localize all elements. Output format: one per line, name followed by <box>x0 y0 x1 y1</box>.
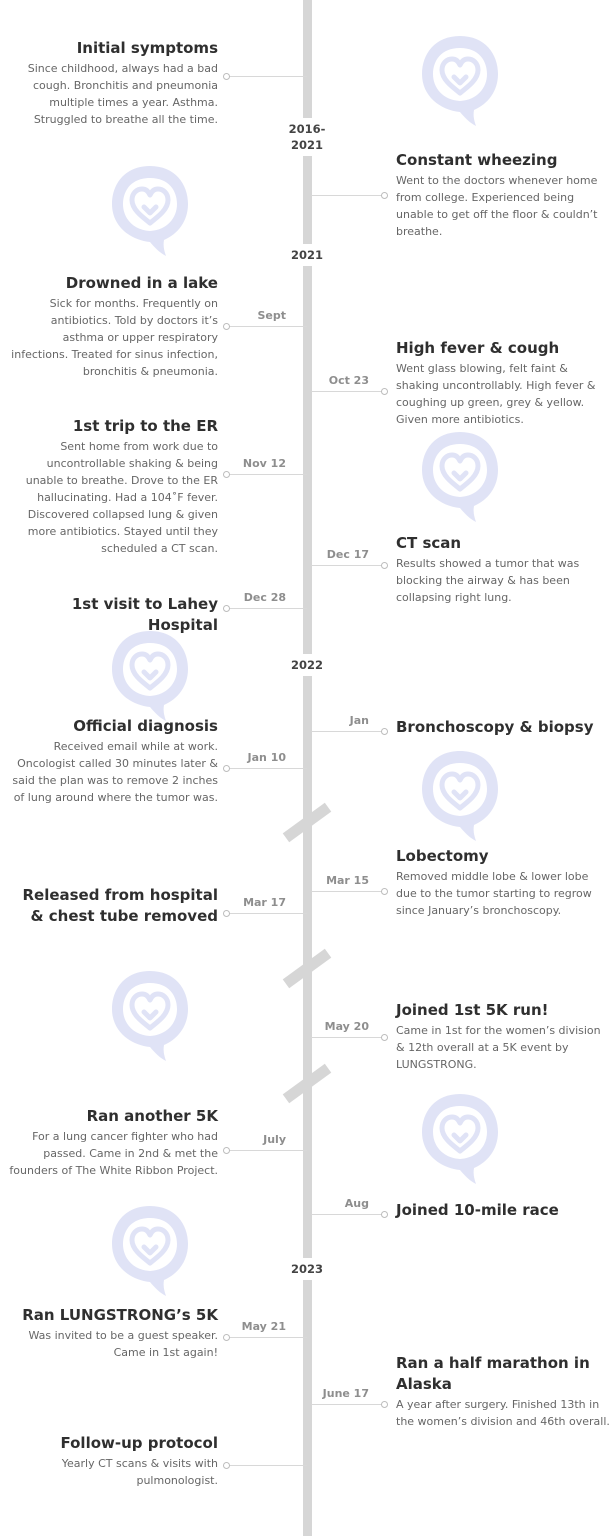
event-title: Joined 1st 5K run! <box>396 1001 549 1019</box>
timeline-event <box>8 38 218 128</box>
connector-dot <box>223 1334 230 1341</box>
event-title: Drowned in a lake <box>65 274 218 292</box>
connector-line <box>227 1465 307 1466</box>
connector-line <box>311 1037 385 1038</box>
heart-speech-bubble-icon <box>100 625 200 725</box>
event-date: Mar 15 <box>326 874 369 887</box>
event-description: For a lung cancer fighter who had passed. Came in 2nd & met the founders of The White Ribbon Project. <box>9 1130 218 1177</box>
connector-line <box>311 891 385 892</box>
connector-line <box>227 1337 307 1338</box>
heart-speech-bubble-icon <box>410 30 510 130</box>
connector-line <box>227 768 307 769</box>
connector-dot <box>223 323 230 330</box>
event-title: Official diagnosis <box>73 717 218 735</box>
connector-dot <box>381 888 388 895</box>
event-date: May 21 <box>241 1320 286 1333</box>
timeline-event <box>396 150 606 240</box>
event-date: May 20 <box>324 1020 369 1033</box>
heart-speech-bubble-icon <box>100 965 200 1065</box>
connector-dot <box>223 1462 230 1469</box>
timeline-event <box>396 338 606 428</box>
timeline-event <box>8 1305 218 1361</box>
year-label-line: 2021 <box>290 248 323 262</box>
connector-dot <box>223 1147 230 1154</box>
event-description: Went to the doctors whenever home from college. Experienced being unable to get off the floor & couldn’t breathe. <box>396 174 598 238</box>
timeline-event <box>8 416 218 557</box>
year-marker <box>275 1258 339 1280</box>
year-marker <box>275 244 339 266</box>
connector-dot <box>381 728 388 735</box>
event-date: Jan 10 <box>247 751 286 764</box>
event-description: Came in 1st for the women’s division & 12th overall at a 5K event by LUNGSTRONG. <box>396 1024 601 1071</box>
connector-line <box>227 1150 307 1151</box>
event-date: Jan <box>349 714 369 727</box>
year-marker <box>275 654 339 676</box>
connector-dot <box>223 765 230 772</box>
connector-dot <box>223 73 230 80</box>
connector-dot <box>381 1034 388 1041</box>
heart-speech-bubble-icon <box>100 160 200 260</box>
event-title: Bronchoscopy & biopsy <box>396 718 594 736</box>
timeline-event <box>396 1353 614 1430</box>
connector-line <box>311 1404 385 1405</box>
event-description: Sent home from work due to uncontrollable shaking & being unable to breathe. Drove to the ER hallucinating. Had a 104˚F fever. Discovered collapsed lung & given more antibiotics. Stayed until they scheduled a CT scan. <box>25 440 218 555</box>
connector-dot <box>223 471 230 478</box>
connector-dot <box>381 388 388 395</box>
year-label-line: 2022 <box>290 658 323 672</box>
timeline-event <box>396 717 606 738</box>
event-description: Results showed a tumor that was blocking the airway & has been collapsing right lung. <box>396 557 580 604</box>
event-title: Follow-up protocol <box>60 1434 218 1452</box>
connector-dot <box>381 1211 388 1218</box>
event-description: Went glass blowing, felt faint & shaking uncontrollably. High fever & coughing up green, grey & yellow. Given more antibiotics. <box>396 362 596 426</box>
heart-speech-bubble-icon <box>100 1200 200 1300</box>
year-label-line: 2023 <box>290 1262 323 1276</box>
event-description: A year after surgery. Finished 13th in the women’s division and 46th overall. <box>396 1398 610 1428</box>
connector-line <box>311 731 385 732</box>
event-date: Nov 12 <box>242 457 286 470</box>
event-date: Sept <box>257 309 286 322</box>
connector-dot <box>223 605 230 612</box>
connector-dot <box>381 562 388 569</box>
event-description: Received email while at work. Oncologist called 30 minutes later & said the plan was to remove 2 inches of lung around where the tumor was. <box>12 740 218 804</box>
timeline-event <box>8 1433 218 1489</box>
event-description: Yearly CT scans & visits with pulmonologist. <box>61 1457 218 1487</box>
event-title: CT scan <box>396 534 462 552</box>
event-title: Ran a half marathon in Alaska <box>396 1354 590 1393</box>
event-date: Aug <box>344 1197 369 1210</box>
connector-dot <box>381 1401 388 1408</box>
event-date: Mar 17 <box>243 896 286 909</box>
timeline-event <box>396 1200 606 1221</box>
event-description: Sick for months. Frequently on antibiotics. Told by doctors it’s asthma or upper respiratory infections. Treated for sinus infection, bronchitis & pneumonia. <box>11 297 218 378</box>
heart-speech-bubble-icon <box>410 1088 510 1188</box>
event-date: Dec 17 <box>326 548 369 561</box>
event-description: Removed middle lobe & lower lobe due to the tumor starting to regrow since January’s bronchoscopy. <box>396 870 592 917</box>
timeline-event <box>396 1000 606 1073</box>
timeline-event <box>8 1106 218 1179</box>
event-description: Since childhood, always had a bad cough. Bronchitis and pneumonia multiple times a year. Asthma. Struggled to breathe all the time. <box>27 62 218 126</box>
connector-line <box>227 608 307 609</box>
connector-line <box>311 195 385 196</box>
event-title: Ran LUNGSTRONG’s 5K <box>22 1306 218 1324</box>
event-title: 1st visit to Lahey Hospital <box>71 595 218 634</box>
connector-line <box>227 76 307 77</box>
event-description: Was invited to be a guest speaker. Came in 1st again! <box>28 1329 218 1359</box>
event-title: Ran another 5K <box>86 1107 218 1125</box>
heart-speech-bubble-icon <box>410 745 510 845</box>
event-title: Released from hospital & chest tube removed <box>22 886 218 925</box>
event-title: Constant wheezing <box>396 151 558 169</box>
timeline-event <box>8 273 218 380</box>
event-title: Lobectomy <box>396 847 489 865</box>
event-date: Oct 23 <box>328 374 369 387</box>
timeline-event <box>8 885 218 927</box>
connector-line <box>311 565 385 566</box>
timeline-event <box>8 716 218 806</box>
event-date: July <box>263 1133 286 1146</box>
connector-line <box>311 1214 385 1215</box>
connector-line <box>227 326 307 327</box>
connector-line <box>227 474 307 475</box>
connector-dot <box>381 192 388 199</box>
connector-line <box>311 391 385 392</box>
timeline-event <box>8 594 218 636</box>
heart-speech-bubble-icon <box>410 426 510 526</box>
event-date: Dec 28 <box>243 591 286 604</box>
timeline-event <box>396 846 606 919</box>
year-marker <box>275 118 339 156</box>
event-date: June 17 <box>322 1387 369 1400</box>
event-title: Joined 10-mile race <box>396 1201 559 1219</box>
timeline-event <box>396 533 606 606</box>
year-label-line: 2016- <box>288 122 326 136</box>
connector-dot <box>223 910 230 917</box>
event-title: 1st trip to the ER <box>72 417 218 435</box>
connector-line <box>227 913 307 914</box>
year-label-line: 2021 <box>290 138 323 152</box>
event-title: High fever & cough <box>396 339 560 357</box>
event-title: Initial symptoms <box>76 39 218 57</box>
